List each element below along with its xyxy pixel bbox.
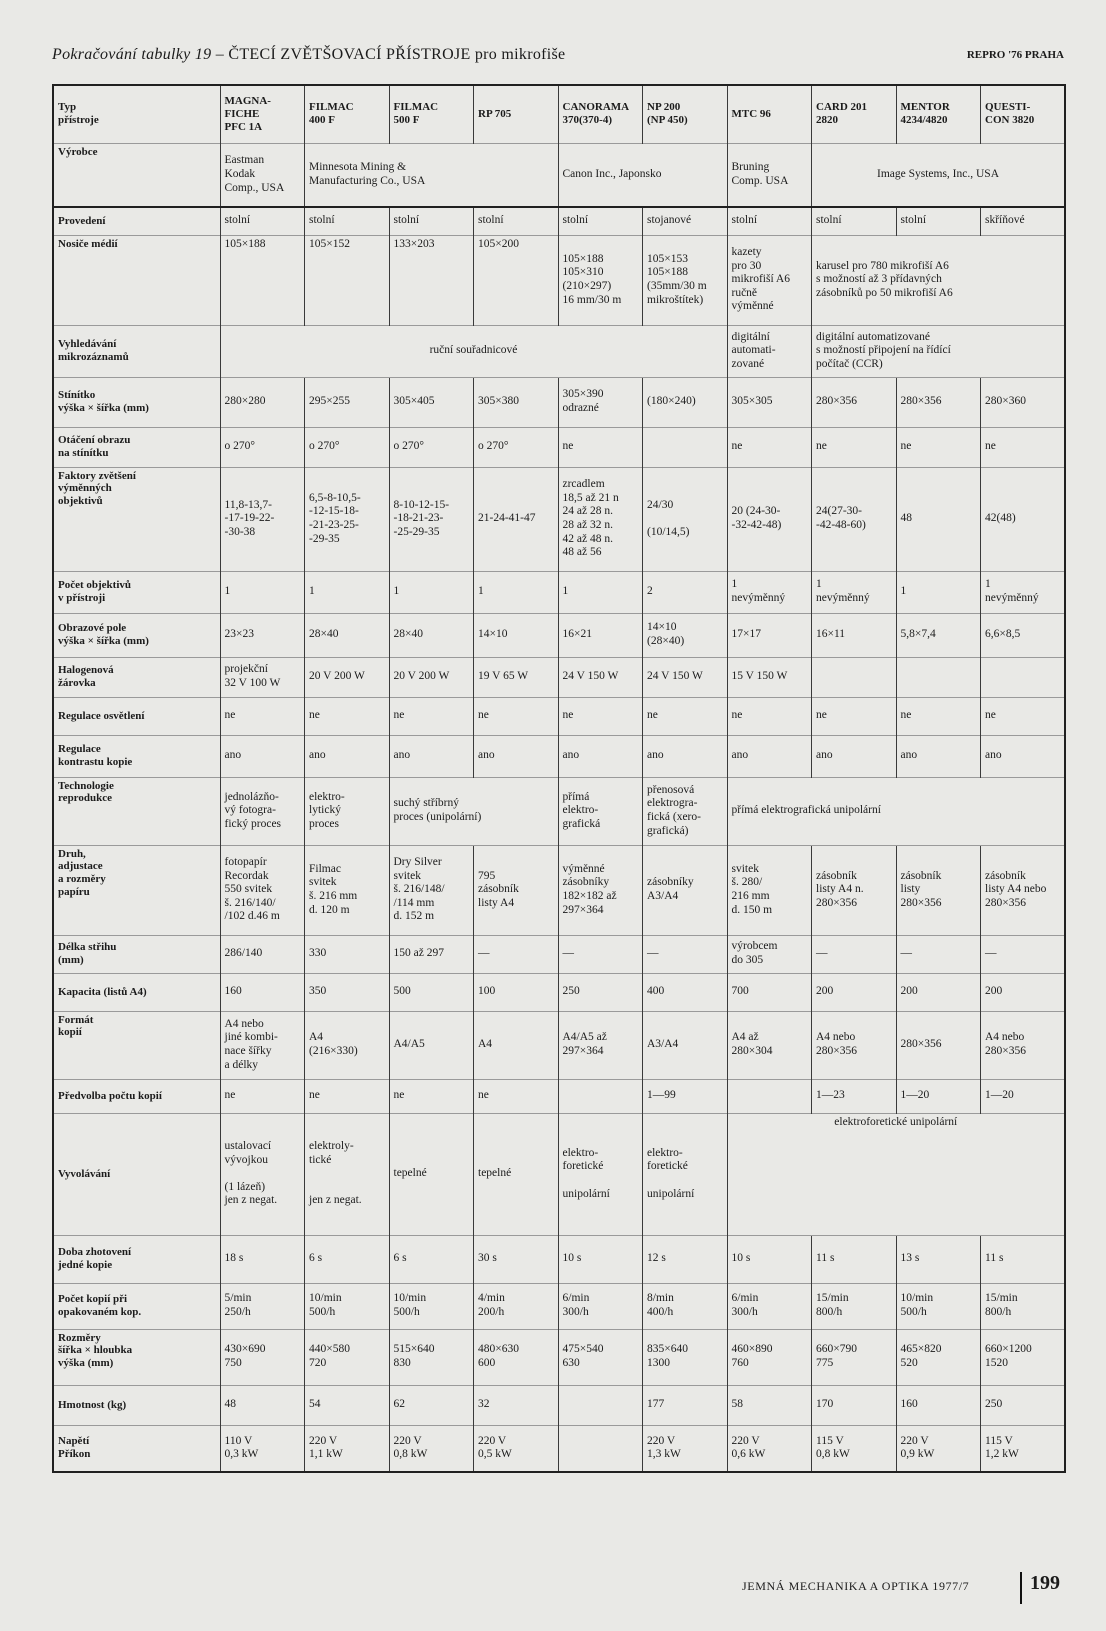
value-cell: 430×690 750 (220, 1329, 305, 1385)
value-cell: — (896, 935, 981, 973)
value-cell: 400 (643, 973, 728, 1011)
type-cell: CANORAMA 370(370-4) (558, 85, 643, 143)
value-cell: 110 V 0,3 kW (220, 1425, 305, 1472)
maker-3m: Minnesota Mining & Manufacturing Co., USA (305, 143, 559, 207)
value-cell: 350 (305, 973, 390, 1011)
value-cell: 150 až 297 (389, 935, 474, 973)
value-cell: 6,5-8-10,5- -12-15-18- -21-23-25- -29-35 (305, 467, 390, 571)
value-cell: 250 (981, 1385, 1066, 1425)
value-cell: 23×23 (220, 613, 305, 657)
karusel-cell: karusel pro 780 mikrofiší A6 s možností až 3 přídavných zásobníků po 50 mikrofiší A6 (812, 235, 1066, 325)
value-cell: svitek š. 280/ 216 mm d. 150 m (727, 845, 812, 935)
value-cell: 10 s (727, 1235, 812, 1283)
value-cell: 795 zásobník listy A4 (474, 845, 559, 935)
value-cell: 177 (643, 1385, 728, 1425)
value-cell: tepelné (389, 1113, 474, 1235)
value-cell: 19 V 65 W (474, 657, 559, 697)
value-cell: 24 V 150 W (558, 657, 643, 697)
value-cell: elektro- foretické unipolární (558, 1113, 643, 1235)
value-cell: ne (812, 427, 897, 467)
value-cell: 280×356 (896, 1011, 981, 1079)
value-cell: stolní (305, 207, 390, 235)
value-cell: 220 V 0,8 kW (389, 1425, 474, 1472)
value-cell: 28×40 (305, 613, 390, 657)
table-row-vyvolavani (53, 1113, 1065, 1235)
search-manual: ruční souřadnicové (220, 325, 727, 377)
type-cell: NP 200 (NP 450) (643, 85, 728, 143)
value-cell: 32 (474, 1385, 559, 1425)
value-cell: 460×890 760 (727, 1329, 812, 1385)
value-cell: 14×10 (28×40) (643, 613, 728, 657)
value-cell: 100 (474, 973, 559, 1011)
value-cell: 5,8×7,4 (896, 613, 981, 657)
value-cell: 286/140 (220, 935, 305, 973)
row-label: Vyvolávání (53, 1113, 220, 1235)
table-row-types (53, 85, 1065, 143)
value-cell: Filmac svitek š. 216 mm d. 120 m (305, 845, 390, 935)
value-cell: ano (727, 735, 812, 777)
value-cell: 660×1200 1520 (981, 1329, 1066, 1385)
value-cell: ano (474, 735, 559, 777)
value-cell: tepelné (474, 1113, 559, 1235)
value-cell: stolní (220, 207, 305, 235)
value-cell: 250 (558, 973, 643, 1011)
value-cell: ano (896, 735, 981, 777)
value-cell: 660×790 775 (812, 1329, 897, 1385)
value-cell: ne (643, 697, 728, 735)
table-title (52, 46, 565, 64)
value-cell: 58 (727, 1385, 812, 1425)
value-cell: ne (558, 697, 643, 735)
value-cell: kazety pro 30 mikrofiší A6 ručně výměnné (727, 235, 812, 325)
value-cell: ne (474, 697, 559, 735)
title-suffix: pro mikrofiše (474, 46, 566, 63)
value-cell: ne (896, 697, 981, 735)
value-cell: stojanové (643, 207, 728, 235)
value-cell: skříňové (981, 207, 1066, 235)
value-cell: 8/min 400/h (643, 1283, 728, 1329)
value-cell: 10/min 500/h (305, 1283, 390, 1329)
value-cell: 133×203 (389, 235, 474, 325)
value-cell: 220 V 0,9 kW (896, 1425, 981, 1472)
value-cell: ne (558, 427, 643, 467)
maker-kodak: Eastman Kodak Comp., USA (220, 143, 305, 207)
value-cell: 17×17 (727, 613, 812, 657)
value-cell: 16×11 (812, 613, 897, 657)
type-cell: QUESTI- CON 3820 (981, 85, 1066, 143)
table-row-kontrast (53, 735, 1065, 777)
value-cell: 220 V 0,5 kW (474, 1425, 559, 1472)
footer-divider (1020, 1572, 1022, 1604)
value-cell: zrcadlem 18,5 až 21 n 24 až 28 n. 28 až 32 n. 42 až 48 n. 48 až 56 (558, 467, 643, 571)
value-cell: výměnné zásobníky 182×182 až 297×364 (558, 845, 643, 935)
value-cell: 1—20 (981, 1079, 1066, 1113)
value-cell (558, 1425, 643, 1472)
value-cell: A4 až 280×304 (727, 1011, 812, 1079)
value-cell: 160 (220, 973, 305, 1011)
value-cell: ano (558, 735, 643, 777)
value-cell: 6,6×8,5 (981, 613, 1066, 657)
row-label: Otáčení obrazu na stínítku (53, 427, 220, 467)
value-cell: přímá elektrografická unipolární (727, 777, 1065, 845)
value-cell: 475×540 630 (558, 1329, 643, 1385)
value-cell: ano (812, 735, 897, 777)
value-cell: 280×356 (812, 377, 897, 427)
value-cell: 30 s (474, 1235, 559, 1283)
row-label: Napětí Příkon (53, 1425, 220, 1472)
row-label: Provedení (53, 207, 220, 235)
value-cell: 42(48) (981, 467, 1066, 571)
value-cell: o 270° (220, 427, 305, 467)
value-cell: zásobník listy A4 nebo 280×356 (981, 845, 1066, 935)
table-row-provedeni (53, 207, 1065, 235)
value-cell: ne (305, 1079, 390, 1113)
value-cell (727, 1079, 812, 1113)
table-row-otaceni (53, 427, 1065, 467)
value-cell: ano (389, 735, 474, 777)
value-cell: stolní (812, 207, 897, 235)
value-cell: 1 nevýměnný (981, 571, 1066, 613)
value-cell: 1 (474, 571, 559, 613)
row-label: Druh, adjustace a rozměry papíru (53, 845, 220, 935)
value-cell: 13 s (896, 1235, 981, 1283)
table-row-faktory (53, 467, 1065, 571)
row-label: Typ přístroje (53, 85, 220, 143)
value-cell: 1—23 (812, 1079, 897, 1113)
value-cell: 8-10-12-15- -18-21-23- -25-29-35 (389, 467, 474, 571)
value-cell: 14×10 (474, 613, 559, 657)
title-continuation: Pokračování tabulky 19 – (52, 46, 225, 63)
value-cell (558, 1079, 643, 1113)
row-label: Formát kopií (53, 1011, 220, 1079)
value-cell: stolní (558, 207, 643, 235)
value-cell: ne (389, 697, 474, 735)
value-cell: ne (981, 697, 1066, 735)
value-cell: fotopapír Recordak 550 svitek š. 216/140/ /102 d.46 m (220, 845, 305, 935)
value-cell: 20 (24-30- -32-42-48) (727, 467, 812, 571)
value-cell: 220 V 0,6 kW (727, 1425, 812, 1472)
value-cell: ne (981, 427, 1066, 467)
value-cell: 11,8-13,7- -17-19-22- -30-38 (220, 467, 305, 571)
type-cell: FILMAC 500 F (389, 85, 474, 143)
value-cell: stolní (896, 207, 981, 235)
value-cell: 1 (305, 571, 390, 613)
value-cell: 115 V 1,2 kW (981, 1425, 1066, 1472)
row-label: Faktory zvětšení výměnných objektivů (53, 467, 220, 571)
table-row-druh (53, 845, 1065, 935)
value-cell: 105×188 105×310 (210×297) 16 mm/30 m (558, 235, 643, 325)
row-label: Počet objektivů v přístroji (53, 571, 220, 613)
value-cell: ne (220, 697, 305, 735)
value-cell: 280×356 (896, 377, 981, 427)
value-cell: 220 V 1,1 kW (305, 1425, 390, 1472)
maker-bruning: Bruning Comp. USA (727, 143, 812, 207)
table-row-doba (53, 1235, 1065, 1283)
value-cell: 54 (305, 1385, 390, 1425)
value-cell: 105×188 (220, 235, 305, 325)
value-cell: ustalovací vývojkou (1 lázeň) jen z negat. (220, 1113, 305, 1235)
value-cell: 200 (981, 973, 1066, 1011)
value-cell: — (558, 935, 643, 973)
value-cell: A4 nebo 280×356 (981, 1011, 1066, 1079)
table-row-kapacita (53, 973, 1065, 1011)
type-cell: RP 705 (474, 85, 559, 143)
value-cell: 280×360 (981, 377, 1066, 427)
value-cell: 6 s (389, 1235, 474, 1283)
value-cell: 18 s (220, 1235, 305, 1283)
value-cell: 6 s (305, 1235, 390, 1283)
value-cell: 305×405 (389, 377, 474, 427)
row-label: Výrobce (53, 143, 220, 207)
value-cell: elektro- lytický proces (305, 777, 390, 845)
value-cell: ano (305, 735, 390, 777)
value-cell: přímá elektro- grafická (558, 777, 643, 845)
table-row-delka (53, 935, 1065, 973)
value-cell: elektroly- tické jen z negat. (305, 1113, 390, 1235)
header-source: REPRO '76 PRAHA (966, 49, 1064, 61)
type-cell: MENTOR 4234/4820 (896, 85, 981, 143)
table-row-napeti (53, 1425, 1065, 1472)
value-cell: ne (220, 1079, 305, 1113)
value-cell: A4 (216×330) (305, 1011, 390, 1079)
value-cell: 115 V 0,8 kW (812, 1425, 897, 1472)
row-label: Doba zhotovení jedné kopie (53, 1235, 220, 1283)
value-cell: 10/min 500/h (389, 1283, 474, 1329)
value-cell: A4/A5 až 297×364 (558, 1011, 643, 1079)
value-cell: ano (220, 735, 305, 777)
table-row-obrazove (53, 613, 1065, 657)
row-label: Nosiče médií (53, 235, 220, 325)
value-cell: 24 V 150 W (643, 657, 728, 697)
maker-image-systems: Image Systems, Inc., USA (812, 143, 1066, 207)
value-cell (558, 1385, 643, 1425)
value-cell: 1—20 (896, 1079, 981, 1113)
table-row-zarovka (53, 657, 1065, 697)
value-cell: 1 nevýměnný (727, 571, 812, 613)
value-cell: 170 (812, 1385, 897, 1425)
table-row-vyhledavani (53, 325, 1065, 377)
value-cell: 1 (389, 571, 474, 613)
value-cell: 330 (305, 935, 390, 973)
value-cell: 24/30 (10/14,5) (643, 467, 728, 571)
table-row-technologie (53, 777, 1065, 845)
value-cell: 5/min 250/h (220, 1283, 305, 1329)
value-cell: zásobník listy 280×356 (896, 845, 981, 935)
value-cell: zásobník listy A4 n. 280×356 (812, 845, 897, 935)
row-label: Předvolba počtu kopií (53, 1079, 220, 1113)
value-cell: 200 (812, 973, 897, 1011)
row-label: Regulace kontrastu kopie (53, 735, 220, 777)
value-cell: 6/min 300/h (558, 1283, 643, 1329)
table-row-pocet-obj (53, 571, 1065, 613)
row-label: Délka střihu (mm) (53, 935, 220, 973)
value-cell (643, 427, 728, 467)
value-cell: ne (727, 427, 812, 467)
row-label: Technologie reprodukce (53, 777, 220, 845)
value-cell: ano (981, 735, 1066, 777)
value-cell: A4 (474, 1011, 559, 1079)
value-cell: 16×21 (558, 613, 643, 657)
page-number: 199 (1030, 1572, 1060, 1594)
value-cell: ne (389, 1079, 474, 1113)
value-cell: A4 nebo jiné kombi- nace šířky a délky (220, 1011, 305, 1079)
table-row-predvolba (53, 1079, 1065, 1113)
value-cell: 105×200 (474, 235, 559, 325)
value-cell: 1 (220, 571, 305, 613)
table-row-pocet-kopii (53, 1283, 1065, 1329)
value-cell: 200 (896, 973, 981, 1011)
value-cell: ano (643, 735, 728, 777)
value-cell: 10/min 500/h (896, 1283, 981, 1329)
value-cell: A4 nebo 280×356 (812, 1011, 897, 1079)
row-label: Regulace osvětlení (53, 697, 220, 735)
value-cell: 11 s (812, 1235, 897, 1283)
page-header (52, 46, 1064, 70)
value-cell: 280×280 (220, 377, 305, 427)
value-cell: A3/A4 (643, 1011, 728, 1079)
value-cell: 20 V 200 W (305, 657, 390, 697)
type-cell: MAGNA- FICHE PFC 1A (220, 85, 305, 143)
row-label: Halogenová žárovka (53, 657, 220, 697)
value-cell: výrobcem do 305 (727, 935, 812, 973)
value-cell: 220 V 1,3 kW (643, 1425, 728, 1472)
value-cell: 15/min 800/h (981, 1283, 1066, 1329)
value-cell (896, 657, 981, 697)
value-cell: projekční 32 V 100 W (220, 657, 305, 697)
value-cell: 515×640 830 (389, 1329, 474, 1385)
value-cell: suchý stříbrný proces (unipolární) (389, 777, 558, 845)
table-row-osvetleni (53, 697, 1065, 735)
value-cell: 1—99 (643, 1079, 728, 1113)
search-automated: digitální automatizované s možností připojení na řídící počítač (CCR) (812, 325, 1066, 377)
page-footer (742, 1570, 1064, 1604)
value-cell: o 270° (305, 427, 390, 467)
value-cell: 6/min 300/h (727, 1283, 812, 1329)
row-label: Kapacita (listů A4) (53, 973, 220, 1011)
row-label: Rozměry šířka × hloubka výška (mm) (53, 1329, 220, 1385)
value-cell: 2 (643, 571, 728, 613)
value-cell: elektroforetické unipolární (727, 1113, 1065, 1235)
value-cell: 1 nevýměnný (812, 571, 897, 613)
value-cell: 4/min 200/h (474, 1283, 559, 1329)
value-cell: ne (727, 697, 812, 735)
value-cell: 48 (220, 1385, 305, 1425)
value-cell: 1 (558, 571, 643, 613)
value-cell: 105×152 (305, 235, 390, 325)
value-cell: ne (305, 697, 390, 735)
value-cell: 15/min 800/h (812, 1283, 897, 1329)
type-cell: FILMAC 400 F (305, 85, 390, 143)
value-cell: stolní (474, 207, 559, 235)
row-label: Vyhledávání mikrozáznamů (53, 325, 220, 377)
value-cell: — (643, 935, 728, 973)
table-row-rozmery (53, 1329, 1065, 1385)
value-cell: ne (812, 697, 897, 735)
value-cell: o 270° (474, 427, 559, 467)
type-cell: CARD 201 2820 (812, 85, 897, 143)
value-cell: 835×640 1300 (643, 1329, 728, 1385)
title-main: ČTECÍ ZVĚTŠOVACÍ PŘÍSTROJE (228, 46, 471, 63)
value-cell: elektro- foretické unipolární (643, 1113, 728, 1235)
value-cell (812, 657, 897, 697)
row-label: Obrazové pole výška × šířka (mm) (53, 613, 220, 657)
table-row-hmotnost (53, 1385, 1065, 1425)
row-label: Stínítko výška × šířka (mm) (53, 377, 220, 427)
value-cell: 700 (727, 973, 812, 1011)
value-cell: — (981, 935, 1066, 973)
spec-table (52, 84, 1066, 1473)
value-cell: přenosová elektrogra- fická (xero- grafická) (643, 777, 728, 845)
table-row-maker (53, 143, 1065, 207)
value-cell: 305×380 (474, 377, 559, 427)
value-cell: stolní (727, 207, 812, 235)
value-cell: 1 (896, 571, 981, 613)
value-cell: 105×153 105×188 (35mm/30 m mikroštítek) (643, 235, 728, 325)
value-cell: Dry Silver svitek š. 216/148/ /114 mm d. 152 m (389, 845, 474, 935)
value-cell: 11 s (981, 1235, 1066, 1283)
value-cell: 12 s (643, 1235, 728, 1283)
value-cell: 20 V 200 W (389, 657, 474, 697)
value-cell: — (812, 935, 897, 973)
type-cell: MTC 96 (727, 85, 812, 143)
journal-name: JEMNÁ MECHANIKA A OPTIKA 1977/7 (742, 1579, 970, 1593)
row-label: Hmotnost (kg) (53, 1385, 220, 1425)
value-cell: 160 (896, 1385, 981, 1425)
value-cell: 480×630 600 (474, 1329, 559, 1385)
value-cell: ne (896, 427, 981, 467)
value-cell: 295×255 (305, 377, 390, 427)
value-cell: ne (474, 1079, 559, 1113)
value-cell: 21-24-41-47 (474, 467, 559, 571)
table-row-format (53, 1011, 1065, 1079)
value-cell: 24(27-30- -42-48-60) (812, 467, 897, 571)
value-cell: 440×580 720 (305, 1329, 390, 1385)
value-cell: 15 V 150 W (727, 657, 812, 697)
value-cell: 305×390 odrazné (558, 377, 643, 427)
table-row-stinitko (53, 377, 1065, 427)
value-cell: 48 (896, 467, 981, 571)
value-cell: jednolázňo- vý fotogra- fický proces (220, 777, 305, 845)
value-cell: 500 (389, 973, 474, 1011)
value-cell: (180×240) (643, 377, 728, 427)
value-cell: — (474, 935, 559, 973)
value-cell: o 270° (389, 427, 474, 467)
row-label: Počet kopií při opakovaném kop. (53, 1283, 220, 1329)
value-cell: A4/A5 (389, 1011, 474, 1079)
value-cell: 62 (389, 1385, 474, 1425)
value-cell: zásobníky A3/A4 (643, 845, 728, 935)
value-cell (981, 657, 1066, 697)
search-digital: digitální automati- zované (727, 325, 812, 377)
maker-canon: Canon Inc., Japonsko (558, 143, 727, 207)
value-cell: 10 s (558, 1235, 643, 1283)
value-cell: 28×40 (389, 613, 474, 657)
value-cell: 305×305 (727, 377, 812, 427)
value-cell: stolní (389, 207, 474, 235)
value-cell: 465×820 520 (896, 1329, 981, 1385)
table-row-nosice (53, 235, 1065, 325)
